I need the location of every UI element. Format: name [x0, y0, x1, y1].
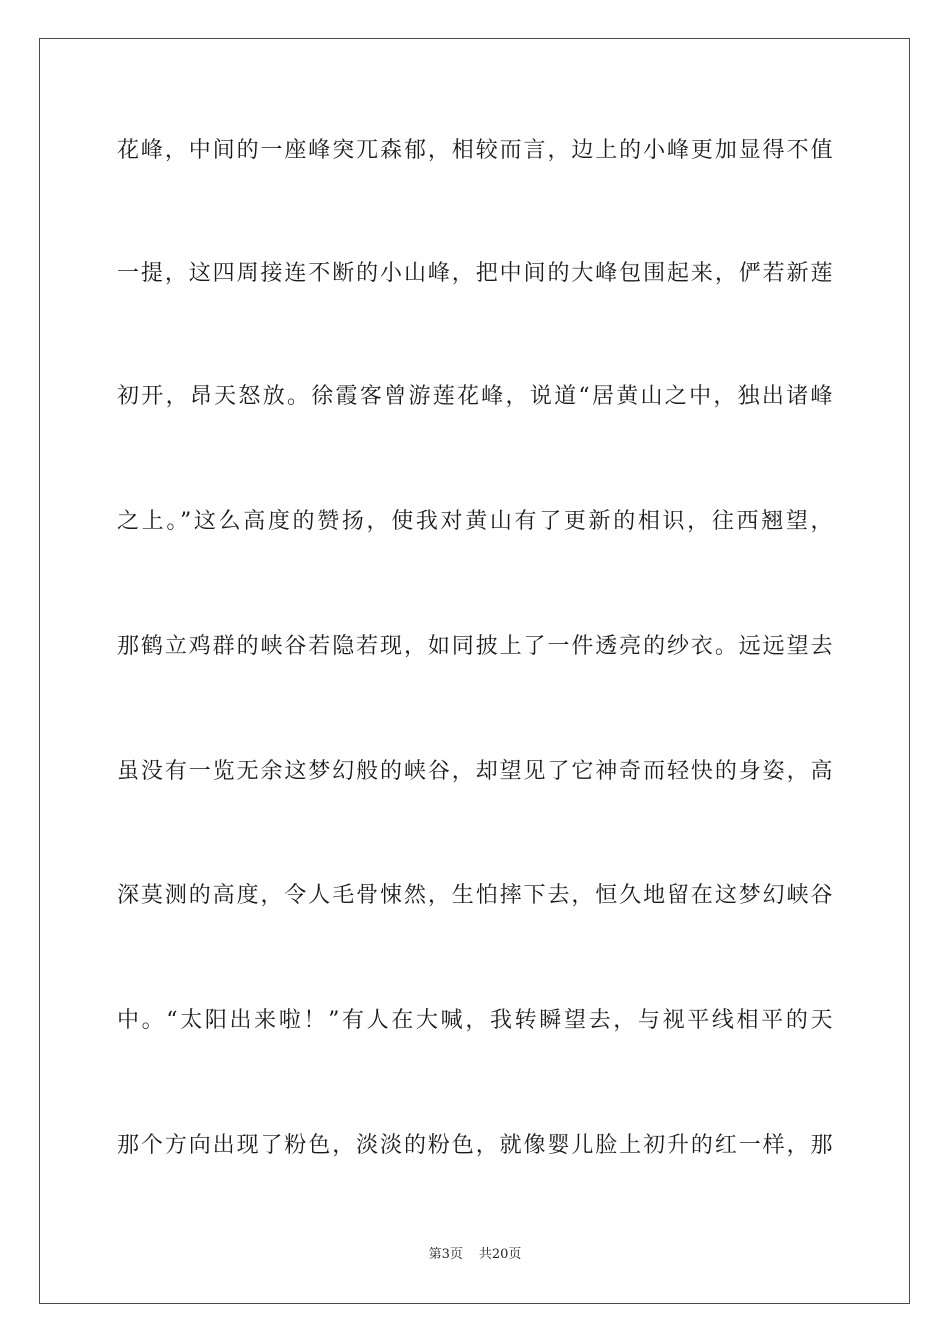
text-line: 之上。”这么高度的赞扬，使我对黄山有了更新的相识，往西翘望， — [117, 509, 833, 534]
text-line: 一提，这四周接连不断的小山峰，把中间的大峰包围起来，俨若新莲 — [117, 261, 833, 286]
page-number: 第3页 — [428, 1247, 463, 1262]
text-line: 深莫测的高度，令人毛骨悚然，生怕摔下去，恒久地留在这梦幻峡谷 — [117, 883, 833, 908]
text-line: 那鹤立鸡群的峡谷若隐若现，如同披上了一件透亮的纱衣。远远望去 — [117, 634, 833, 659]
page-total: 共20页 — [478, 1247, 522, 1262]
text-line: 中。“太阳出来啦！”有人在大喊，我转瞬望去，与视平线相平的天 — [117, 1008, 833, 1033]
text-line: 虽没有一览无余这梦幻般的峡谷，却望见了它神奇而轻快的身姿，高 — [117, 759, 833, 784]
page-footer — [0, 1246, 950, 1264]
text-line: 初开，昂天怒放。徐霞客曾游莲花峰，说道“居黄山之中，独出诸峰 — [117, 384, 833, 409]
text-line: 那个方向出现了粉色，淡淡的粉色，就像婴儿脸上初升的红一样，那 — [117, 1133, 833, 1158]
text-line: 花峰，中间的一座峰突兀森郁，相较而言，边上的小峰更加显得不值 — [117, 138, 833, 163]
page-border — [39, 38, 910, 1304]
